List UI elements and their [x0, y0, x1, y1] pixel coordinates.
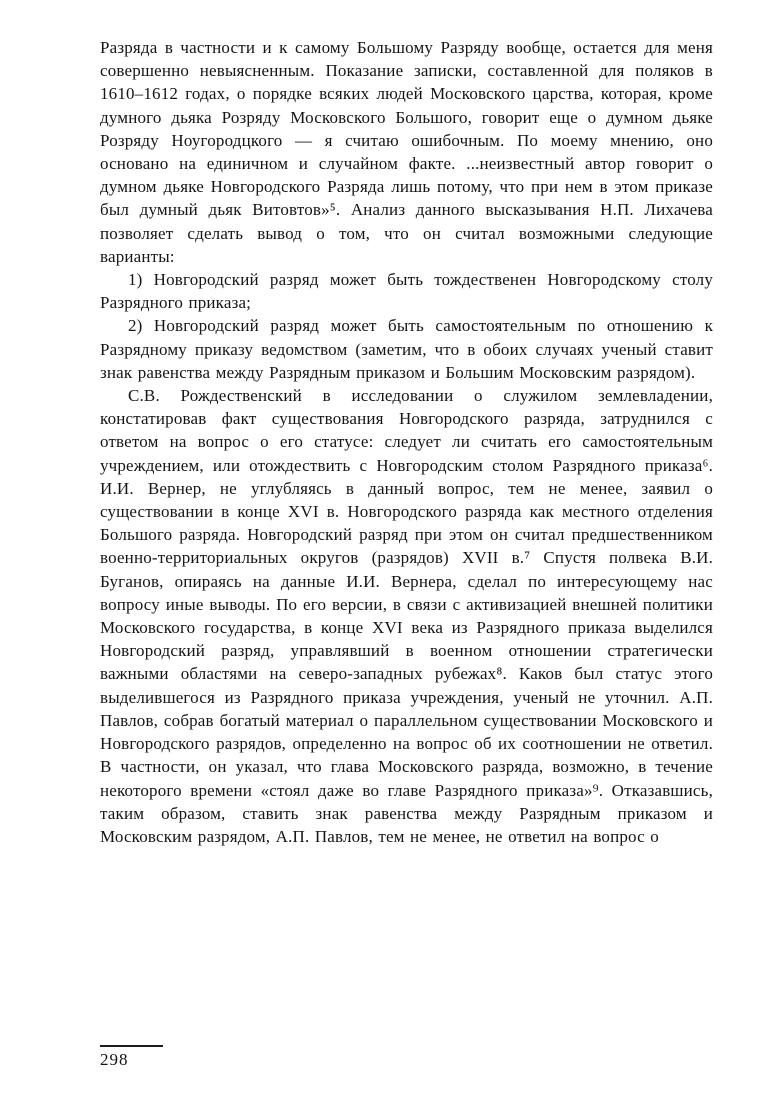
page-text-block: [100, 36, 713, 848]
list-item-1: 1) Новгородский разряд может быть тождественен Новгородскому столу Разрядного приказа;: [100, 270, 713, 313]
paragraph-continuation: Разряда в частности и к самому Большому Разряду вообще, остается для меня совершенно невыясненным. Показание записки, составленной для поляков в 1610–1612 годах, о порядке всяких людей Московского царства, которая, кроме думного дьяка Розряду Московского Большого, говорит еще о думном дьяке Розряду Ноугородцкого — я считаю ошибочным. По моему мнению, оно основано на единичном и случайном факте. ...неизвестный автор говорит о думном дьяке Новгородского Разряда лишь потому, что при нем в этом приказе был думный дьяк Витовтов»⁵. Анализ данного высказывания Н.П. Лихачева позволяет сделать вывод о том, что он считал возможными следующие варианты:: [100, 38, 713, 266]
footer-rule: [100, 1045, 163, 1047]
list-item-2: 2) Новгородский разряд может быть самостоятельным по отношению к Разрядному приказу ведомством (заметим, что в обоих случаях ученый ставит знак равенства между Разрядным приказом и Большим Московским разрядом).: [100, 316, 713, 382]
paragraph-body: С.В. Рождественский в исследовании о служилом землевладении, констатировав факт существования Новгородского разряда, затруднился с ответом на вопрос о его статусе: следует ли считать его самостоятельным учреждением, или отождествить с Новгородским столом Разрядного приказа⁶. И.И. Вернер, не углубляясь в данный вопрос, тем не менее, заявил о существовании в конце XVI в. Новгородского разряда как местного отделения Большого разряда. Новгородский разряд при этом он считал предшественником военно-территориальных округов (разрядов) XVII в.⁷ Спустя полвека В.И. Буганов, опираясь на данные И.И. Вернера, сделал по интересующему нас вопросу иные выводы. По его версии, в связи с активизацией внешней политики Московского государства, в конце XVI века из Разрядного приказа выделился Новгородский разряд, управлявший в военном отношении стратегически важными областями на северо-западных рубежах⁸. Каков был статус этого выделившегося из Разрядного приказа учреждения, ученый не уточнил. А.П. Павлов, собрав богатый материал о параллельном существовании Московского и Новгородского разрядов, определенно на вопрос об их соотношении не ответил. В частности, он указал, что глава Московского разряда, возможно, в течение некоторого времени «стоял даже во главе Разрядного приказа»⁹. Отказавшись, таким образом, ставить знак равенства между Разрядным приказом и Московским разрядом, А.П. Павлов, тем не менее, не ответил на вопрос о: [100, 386, 713, 846]
page-footer: [100, 1045, 163, 1070]
page-number: 298: [100, 1050, 129, 1069]
